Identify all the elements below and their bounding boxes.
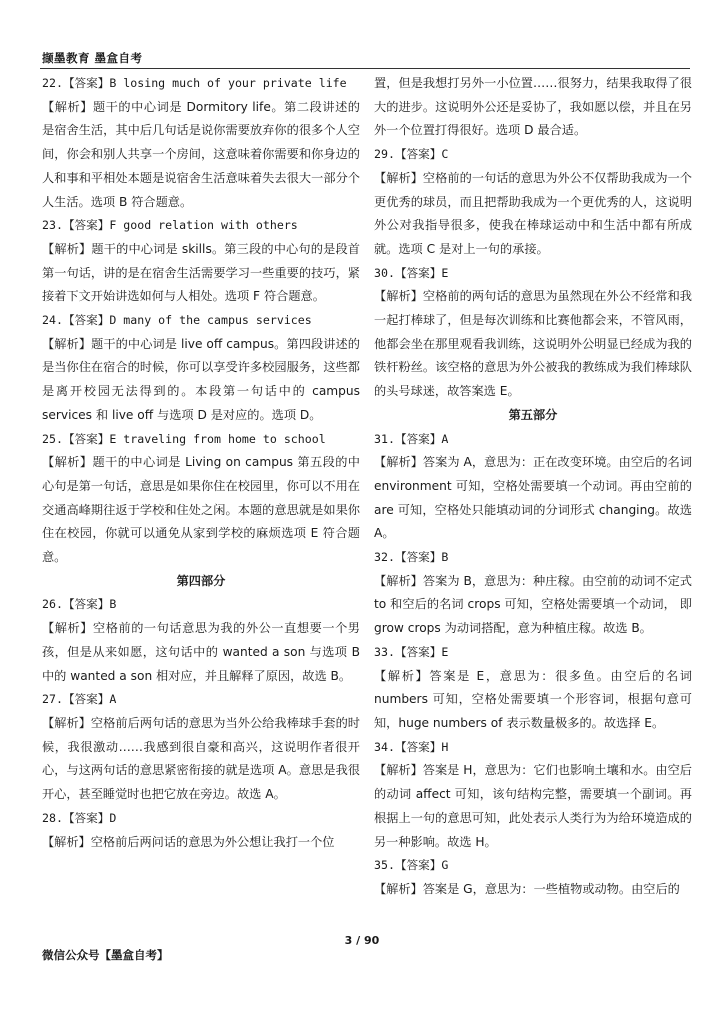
explanation-paragraph: 【解析】题干的中心词是 Dormitory life。第二段讲述的是宿舍生活，其中后几句话是说你需要放弃你的很多个人空间，你会和别人共享一个房间，这意味着你需要和你身边的人和事和平相处本题是说宿舍生活意味着失去很大一部分个人生活。选项 B 符合题意。: [42, 99, 360, 209]
header-divider: [40, 68, 690, 69]
answer-line: 25.【答案】E traveling from home to school: [42, 431, 326, 446]
explanation-paragraph: 【解析】空格前的一句话意思为我的外公一直想要一个男孩，但是从来如愿，这句话中的 wanted a son 与选项 B 中的 wanted a son 相对应，并且解释了原因，故选 B。: [42, 621, 360, 683]
answer-line: 34.【答案】H: [374, 739, 449, 754]
answer-line: 28.【答案】D: [42, 810, 117, 825]
section-title: 第四部分: [176, 573, 226, 588]
explanation-paragraph: 【解析】空格前的两句话的意思为虽然现在外公不经常和我一起打棒球了，但是每次训练和比赛他都会来，不管风雨，他都会坐在那里观看我训练，这说明外公明显已经成为我的铁杆粉丝。该空格的意思为外公被我的教练成为我们棒球队的头号球迷，故答案选 E。: [374, 289, 692, 399]
explanation-paragraph: 【解析】空格前后两句话的意思为当外公给我棒球手套的时候，我很激动……我感到很自豪和高兴，这说明作者很开心，与这两句话的意思紧密衔接的就是选项 A。意思是我很开心，甚至睡觉时也把它放在旁边。故选 A。: [42, 715, 360, 802]
answer-line: 29.【答案】C: [374, 147, 449, 162]
left-column: [42, 72, 360, 854]
explanation-paragraph: 【解析】答案是 E，意思为：很多鱼。由空后的名词 numbers 可知，空格处需要填一个形容词，根据句意可知，huge numbers of 表示数量极多的。故选择 E。: [374, 668, 692, 730]
answer-line: 32.【答案】B: [374, 550, 449, 565]
explanation-paragraph: 【解析】空格前后两问话的意思为外公想让我打一个位: [42, 834, 335, 849]
page-number: 3 / 90: [344, 934, 380, 947]
explanation-paragraph: 【解析】题干的中心词是 skills。第三段的中心句的是段首第一句话，讲的是在宿舍生活需要学习一些重要的技巧，紧接着下文开始讲选如何与人相处。选项 F 符合题意。: [42, 241, 360, 304]
explanation-paragraph: 【解析】答案为 A，意思为：正在改变环境。由空后的名词 environment 可知，空格处需要填一个动词。再由空前的 are 可知，空格处只能填动词的分词形式 changing。故选 A。: [374, 455, 692, 541]
explanation-paragraph: 【解析】空格前的一句话的意思为外公不仅帮助我成为一个更优秀的球员，而且把帮助我成为一个更优秀的人，这说明外公对我指导很多，使我在棒球运动中和生活中都有所成就。选项 C 是对上一句的承接。: [374, 170, 692, 256]
header-brand: 撷墨教育 墨盒自考: [42, 51, 143, 65]
answer-line: 31.【答案】A: [374, 431, 449, 446]
explanation-paragraph: 【解析】题干的中心词是 live off campus。第四段讲述的是当你住在宿合的时候，你可以享受许多校园服务，这些都是离开校园无法得到的。本段第一句话中的 campus services 和 live off 与选项 D 是对应的。选项 D。: [42, 336, 360, 422]
explanation-paragraph: 【解析】答案为 B，意思为：种庄稼。由空前的动词不定式 to 和空后的名词 crops 可知，空格处需要填一个动词， 即 grow crops 为动词搭配，意为种植庄稼。故选 B。: [374, 573, 692, 636]
right-column: [374, 72, 692, 902]
answer-line: 27.【答案】A: [42, 692, 117, 707]
answer-line: 24.【答案】D many of the campus services: [42, 313, 312, 328]
footer-wechat: 微信公众号【墨盒自考】: [42, 948, 169, 962]
answer-line: 35.【答案】G: [374, 858, 449, 873]
answer-line: 26.【答案】B: [42, 597, 117, 612]
answer-line: 22.【答案】B losing much of your private life: [42, 76, 347, 90]
answer-line: 33.【答案】E: [374, 644, 449, 659]
explanation-paragraph: 置，但是我想打另外一小位置……很努力，结果我取得了很大的进步。这说明外公还是妥协了，我如愿以偿，并且在另外一个位置打得很好。选项 D 最合适。: [374, 76, 692, 138]
explanation-paragraph: 【解析】答案是 H，意思为：它们也影响土壤和水。由空后的动词 affect 可知，该句结构完整，需要填一个副词。再根据上一句的意思可知，此处表示人类行为为给环境造成的另一种影响。故选 H。: [374, 763, 692, 849]
answer-line: 23.【答案】F good relation with others: [42, 218, 298, 233]
answer-line: 30.【答案】E: [374, 265, 449, 280]
explanation-paragraph: 【解析】题干的中心词是 Living on campus 第五段的中心句是第一句话，意思是如果你住在校园里，你可以不用在交通高峰期往返于学校和住处之闲。本题的意思就是如果你住在校园，你就可以通免从家到学校的麻烦选项 E 符合题意。: [42, 455, 360, 565]
explanation-paragraph: 【解析】答案是 G，意思为：一些植物或动物。由空后的: [374, 881, 680, 896]
section-title: 第五部分: [508, 407, 558, 422]
